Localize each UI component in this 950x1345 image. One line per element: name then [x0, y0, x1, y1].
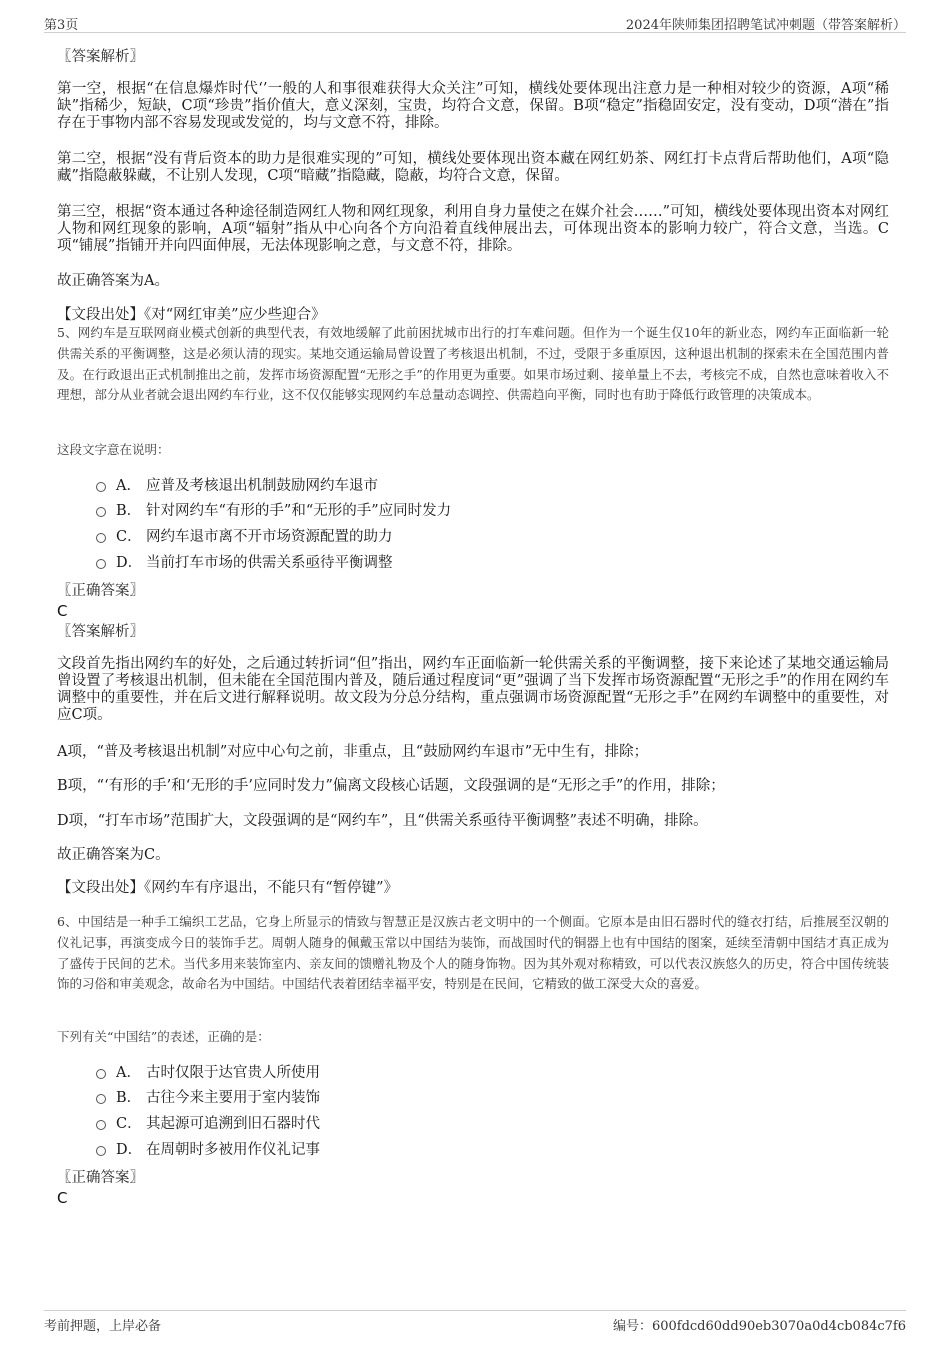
q5-analysis-p1: 文段首先指出网约车的好处，之后通过转折词“但”指出，网约车正面临新一轮供需关系的平衡调整，接下来论述了某地交通运输局曾设置了考核退出机制，但未能在全国范围内普及，随后通过程度词“更”强调了当下发挥市场资源配置“无形之手”的作用在网约车调整中的重要性，并在后文进行解释说明。故文段为分总分结构，重点强调市场资源配置“无形之手”在网约车调整中的重要性，对应C项。	[57, 656, 889, 723]
q5-stem: 5、网约车是互联网商业模式创新的典型代表，有效地缓解了此前困扰城市出行的打车难问题。但作为一个诞生仅10年的新业态，网约车正面临新一轮供需关系的平衡调整，这是必须认清的现实。某地交通运输局曾设置了考核退出机制，不过，受限于多重原因，这种退出机制的探索未在全国范围内普及。在行政退出正式机制推出之前，发挥市场资源配置“无形之手”的作用更为重要。如果市场过剩、接单量上不去，考核完不成，自然也意味着收入不理想，部分从业者就会退出网约车行业，这不仅仅能够实现网约车总量动态调控、供需趋向平衡，同时也有助于降低行政管理的决策成本。	[57, 325, 889, 403]
q5-option-a[interactable]	[96, 476, 378, 496]
option-text: 应普及考核退出机制鼓励网约车退市	[146, 478, 378, 494]
q5-option-b[interactable]	[96, 501, 451, 521]
q5-option-d[interactable]	[96, 553, 393, 573]
page-footer	[44, 1310, 906, 1335]
q5-analysis-p3: B项，“‘有形的手’和‘无形的手’应同时发力”偏离文段核心话题，文段强调的是“无形之手”的作用，排除；	[57, 778, 725, 794]
q5-source: 【文段出处】《网约车有序退出，不能只有“暂停键”》	[57, 880, 399, 896]
radio-icon[interactable]	[96, 1069, 106, 1079]
q5-question: 这段文字意在说明：	[57, 442, 170, 457]
radio-icon[interactable]	[96, 559, 106, 569]
radio-icon[interactable]	[96, 507, 106, 517]
option-key: B．	[116, 1090, 142, 1106]
q6-option-b[interactable]	[96, 1088, 320, 1108]
option-text: 当前打车市场的供需关系亟待平衡调整	[146, 555, 393, 571]
option-key: C．	[116, 1116, 142, 1132]
option-key: D．	[116, 555, 143, 571]
q6-answer: C	[57, 1189, 68, 1207]
q5-analysis-label: 〖答案解析〗	[57, 624, 144, 640]
q5-analysis-p4: D项，“打车市场”范围扩大，文段强调的是“网约车”，且“供需关系亟待平衡调整”表述不明确，排除。	[57, 813, 708, 829]
option-text: 其起源可追溯到旧石器时代	[146, 1116, 320, 1132]
option-text: 古时仅限于达官贵人所使用	[146, 1065, 320, 1081]
option-text: 古往今来主要用于室内装饰	[146, 1090, 320, 1106]
radio-icon[interactable]	[96, 533, 106, 543]
q5-conclusion: 故正确答案为C。	[57, 847, 170, 863]
q4-analysis-p1: 第一空，根据“在信息爆炸时代‘’一般的人和事很难获得大众关注”可知，横线处要体现出注意力是一种相对较少的资源，A项“稀缺”指稀少，短缺，C项“珍贵”指价值大，意义深刻，宝贵，均符合文意，保留。B项“稳定”指稳固安定，没有变动，D项“潜在”指存在于事物内部不容易发现或发觉的，均与文意不符，排除。	[57, 81, 889, 131]
option-key: A．	[116, 1065, 141, 1081]
q4-analysis-p2: 第二空，根据“没有背后资本的助力是很难实现的”可知，横线处要体现出资本藏在网红奶茶、网红打卡点背后帮助他们，A项“隐藏”指隐蔽躲藏，不让别人发现，C项“暗藏”指隐藏，隐蔽，均符合文意，保留。	[57, 151, 889, 184]
q6-option-a[interactable]	[96, 1063, 320, 1083]
page-header	[44, 10, 906, 33]
q6-option-d[interactable]	[96, 1140, 320, 1160]
option-text: 网约车退市离不开市场资源配置的助力	[146, 529, 393, 545]
q6-option-c[interactable]	[96, 1114, 320, 1134]
option-text: 在周朝时多被用作仪礼记事	[146, 1142, 320, 1158]
option-key: C．	[116, 529, 142, 545]
option-key: B．	[116, 503, 142, 519]
q6-correct-label: 〖正确答案〗	[57, 1170, 144, 1186]
q4-source: 【文段出处】《对“网红审美”应少些迎合》	[57, 307, 326, 323]
option-key: D．	[116, 1142, 143, 1158]
q5-correct-label: 〖正确答案〗	[57, 583, 144, 599]
radio-icon[interactable]	[96, 1094, 106, 1104]
q4-analysis-label: 〖答案解析〗	[57, 49, 144, 65]
radio-icon[interactable]	[96, 1146, 106, 1156]
footer-slogan: 考前押题，上岸必备	[44, 1319, 162, 1334]
q4-analysis-p3: 第三空，根据“资本通过各种途径制造网红人物和网红现象，利用自身力量使之在媒介社会……”可知，横线处要体现出资本对网红人物和网红现象的影响，A项“辐射”指从中心向各个方向沿着直线伸展出去，可体现出资本的影响力较广，符合文意，当选。C项“铺展”指铺开并向四面伸展，无法体现影响之意，与文意不符，排除。	[57, 204, 889, 254]
option-key: A．	[116, 478, 141, 494]
q4-conclusion: 故正确答案为A。	[57, 273, 169, 289]
document-title: 2024年陕师集团招聘笔试冲刺题（带答案解析）	[625, 18, 906, 33]
radio-icon[interactable]	[96, 1120, 106, 1130]
q5-analysis-p2: A项，“普及考核退出机制”对应中心句之前，非重点，且“鼓励网约车退市”无中生有，排除；	[57, 744, 649, 760]
option-text: 针对网约车“有形的手”和“无形的手”应同时发力	[146, 503, 452, 519]
q5-answer: C	[57, 602, 68, 620]
q5-option-c[interactable]	[96, 527, 393, 547]
document-code: 编号：600fdcd60dd90eb3070a0d4cb084c7f6	[612, 1319, 906, 1334]
q6-question: 下列有关“中国结”的表述，正确的是：	[57, 1029, 270, 1044]
radio-icon[interactable]	[96, 482, 106, 492]
q6-stem: 6、中国结是一种手工编织工艺品，它身上所显示的情致与智慧正是汉族古老文明中的一个侧面。它原本是由旧石器时代的缝衣打结，后推展至汉朝的仪礼记事，再演变成今日的装饰手艺。周朝人随身的佩戴玉常以中国结为装饰，而战国时代的铜器上也有中国结的图案，延续至清朝中国结才真正成为了盛传于民间的艺术。当代多用来装饰室内、亲友间的馈赠礼物及个人的随身饰物。因为其外观对称精致，可以代表汉族悠久的历史，符合中国传统装饰的习俗和审美观念，故命名为中国结。中国结代表着团结幸福平安，特别是在民间，它精致的做工深受大众的喜爱。	[57, 914, 889, 992]
page-number: 第3页	[44, 18, 79, 33]
